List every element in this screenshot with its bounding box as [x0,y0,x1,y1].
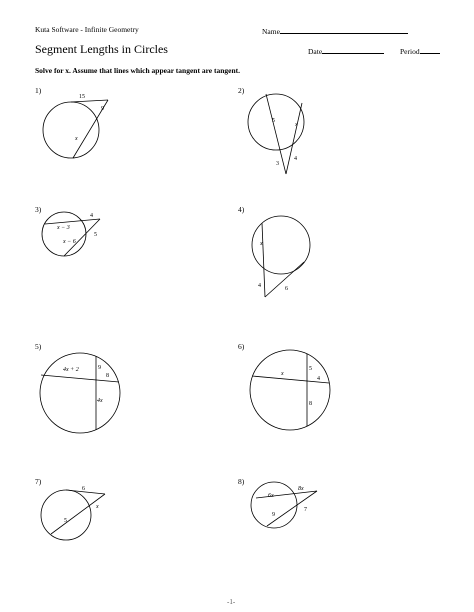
problem-number-8: 8) [238,477,245,486]
label-8: 8 [106,373,109,379]
label-x-minus-3: x − 3 [57,225,70,231]
label-3: 3 [276,161,279,167]
problem-number-6: 6) [238,342,245,351]
label-4x: 4x [97,398,103,404]
label-x: x [75,136,78,142]
label-8: 8 [309,401,312,407]
problem-number-3: 3) [35,205,42,214]
problem-number-5: 5) [35,342,42,351]
label-5: 5 [64,518,67,524]
date-label: Date [308,47,323,56]
problem-number-7: 7) [35,477,42,486]
problem-number-4: 4) [238,205,245,214]
label-7: 7 [304,507,307,513]
period-label: Period [400,47,420,56]
label-5: 5 [272,118,275,124]
name-label: Name [262,27,280,36]
label-6: 6 [82,486,85,492]
label-x: x [295,122,298,128]
label-6: 6 [285,286,288,292]
label-4: 4 [258,283,261,289]
label-9: 9 [98,365,101,371]
page-number: -1- [227,598,236,606]
instructions: Solve for x. Assume that lines which appear tangent are tangent. [35,66,241,75]
label-x: x [281,371,284,377]
label-4: 4 [90,213,93,219]
label-4x-plus-2: 4x + 2 [63,367,79,373]
problem-number-1: 1) [35,86,42,95]
label-9: 9 [101,106,104,112]
problem-number-2: 2) [238,86,245,95]
label-8x: 8x [298,486,304,492]
page-title: Segment Lengths in Circles [35,42,168,56]
label-5: 5 [94,232,97,238]
label-x-minus-6: x − 6 [63,239,76,245]
label-x: x [260,241,263,247]
label-6x: 6x [268,493,274,499]
label-9: 9 [272,512,275,518]
label-4: 4 [317,376,320,382]
label-4: 4 [294,156,297,162]
label-5: 5 [309,366,312,372]
label-15: 15 [79,94,85,100]
label-x: x [96,504,99,510]
software-label: Kuta Software - Infinite Geometry [35,25,139,34]
